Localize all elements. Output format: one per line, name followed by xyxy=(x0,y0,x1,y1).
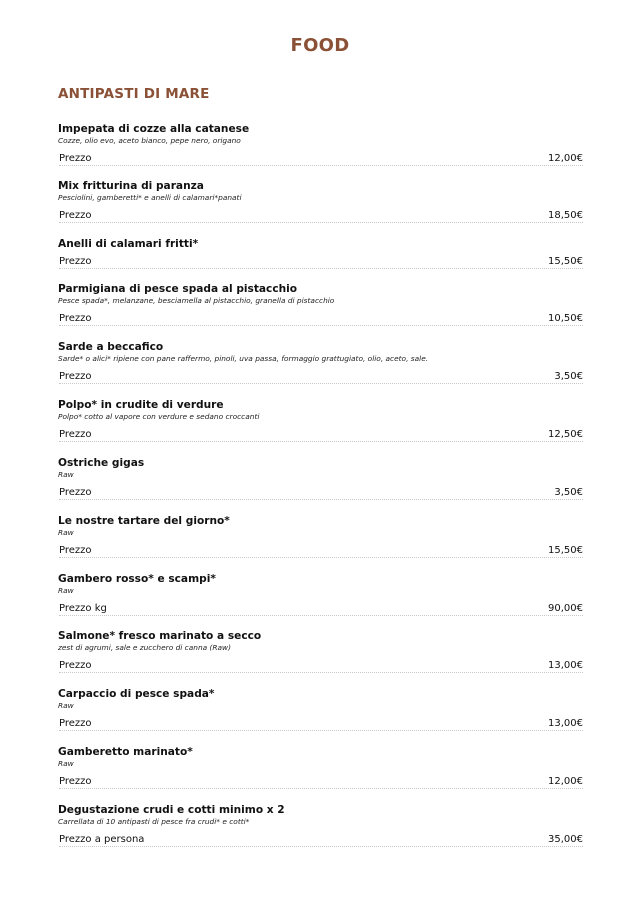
menu-item xyxy=(58,123,583,166)
item-description: Carrellata di 10 antipasti di pesce fra crudi* e cotti* xyxy=(58,817,250,826)
price-label: Prezzo xyxy=(59,371,92,382)
item-name: Ostriche gigas xyxy=(58,457,145,469)
menu-item xyxy=(58,573,583,616)
item-name: Carpaccio di pesce spada* xyxy=(58,688,215,700)
price-row xyxy=(59,832,583,847)
price-label: Prezzo xyxy=(59,718,92,729)
price-row xyxy=(59,311,583,326)
menu-item xyxy=(58,457,583,500)
item-description: Pesce spada*, melanzane, besciamella al pistacchio, granella di pistacchio xyxy=(58,296,335,305)
menu-item xyxy=(58,238,583,269)
price-value: 18,50€ xyxy=(548,210,583,221)
price-label: Prezzo xyxy=(59,545,92,556)
price-row xyxy=(59,716,583,731)
price-row xyxy=(59,658,583,673)
price-value: 15,50€ xyxy=(548,545,583,556)
price-label: Prezzo xyxy=(59,256,92,267)
price-value: 35,00€ xyxy=(548,834,583,845)
item-name: Salmone* fresco marinato a secco xyxy=(58,630,262,642)
item-name: Le nostre tartare del giorno* xyxy=(58,515,230,527)
price-label: Prezzo xyxy=(59,660,92,671)
item-name: Parmigiana di pesce spada al pistacchio xyxy=(58,283,298,295)
item-description: Sarde* o alici* ripiene con pane raffermo, pinoli, uva passa, formaggio grattugiato, olio, aceto, sale. xyxy=(58,354,429,363)
price-value: 12,00€ xyxy=(548,153,583,164)
item-description: Cozze, olio evo, aceto bianco, pepe nero, origano xyxy=(58,136,241,145)
price-value: 3,50€ xyxy=(554,371,583,382)
menu-item xyxy=(58,515,583,558)
page-title: FOOD xyxy=(290,35,350,56)
price-label: Prezzo kg xyxy=(59,603,107,614)
price-label: Prezzo a persona xyxy=(59,834,145,845)
price-row xyxy=(59,485,583,500)
item-name: Polpo* in crudite di verdure xyxy=(58,399,224,411)
item-name: Anelli di calamari fritti* xyxy=(58,238,199,250)
item-description: Raw xyxy=(58,470,74,479)
section-title: ANTIPASTI DI MARE xyxy=(58,86,210,102)
price-label: Prezzo xyxy=(59,313,92,324)
price-value: 15,50€ xyxy=(548,256,583,267)
price-value: 90,00€ xyxy=(548,603,583,614)
item-name: Impepata di cozze alla catanese xyxy=(58,123,250,135)
price-label: Prezzo xyxy=(59,776,92,787)
price-label: Prezzo xyxy=(59,487,92,498)
menu-item xyxy=(58,283,583,326)
price-row xyxy=(59,208,583,223)
item-description: Polpo* cotto al vapore con verdure e sedano croccanti xyxy=(58,412,260,421)
menu-item xyxy=(58,746,583,789)
price-label: Prezzo xyxy=(59,429,92,440)
price-row xyxy=(59,427,583,442)
item-name: Mix fritturina di paranza xyxy=(58,180,204,192)
item-description: Raw xyxy=(58,759,74,768)
menu-item xyxy=(58,341,583,384)
price-row xyxy=(59,369,583,384)
item-description: Raw xyxy=(58,586,74,595)
item-description: Pesciolini, gamberetti* e anelli di calamari*panati xyxy=(58,193,242,202)
price-value: 10,50€ xyxy=(548,313,583,324)
price-row xyxy=(59,601,583,616)
item-name: Degustazione crudi e cotti minimo x 2 xyxy=(58,804,285,816)
item-description: zest di agrumi, sale e zucchero di canna (Raw) xyxy=(58,643,231,652)
item-name: Sarde a beccafico xyxy=(58,341,164,353)
price-label: Prezzo xyxy=(59,210,92,221)
menu-item xyxy=(58,399,583,442)
item-name: Gambero rosso* e scampi* xyxy=(58,573,216,585)
price-value: 3,50€ xyxy=(554,487,583,498)
price-label: Prezzo xyxy=(59,153,92,164)
item-description: Raw xyxy=(58,701,74,710)
price-value: 13,00€ xyxy=(548,718,583,729)
menu-item xyxy=(58,630,583,673)
item-description: Raw xyxy=(58,528,74,537)
price-value: 12,50€ xyxy=(548,429,583,440)
price-value: 13,00€ xyxy=(548,660,583,671)
menu-item xyxy=(58,688,583,731)
price-row xyxy=(59,254,583,269)
price-value: 12,00€ xyxy=(548,776,583,787)
price-row xyxy=(59,543,583,558)
price-row xyxy=(59,151,583,166)
menu-item xyxy=(58,180,583,223)
item-name: Gamberetto marinato* xyxy=(58,746,193,758)
menu-item xyxy=(58,804,583,847)
price-row xyxy=(59,774,583,789)
